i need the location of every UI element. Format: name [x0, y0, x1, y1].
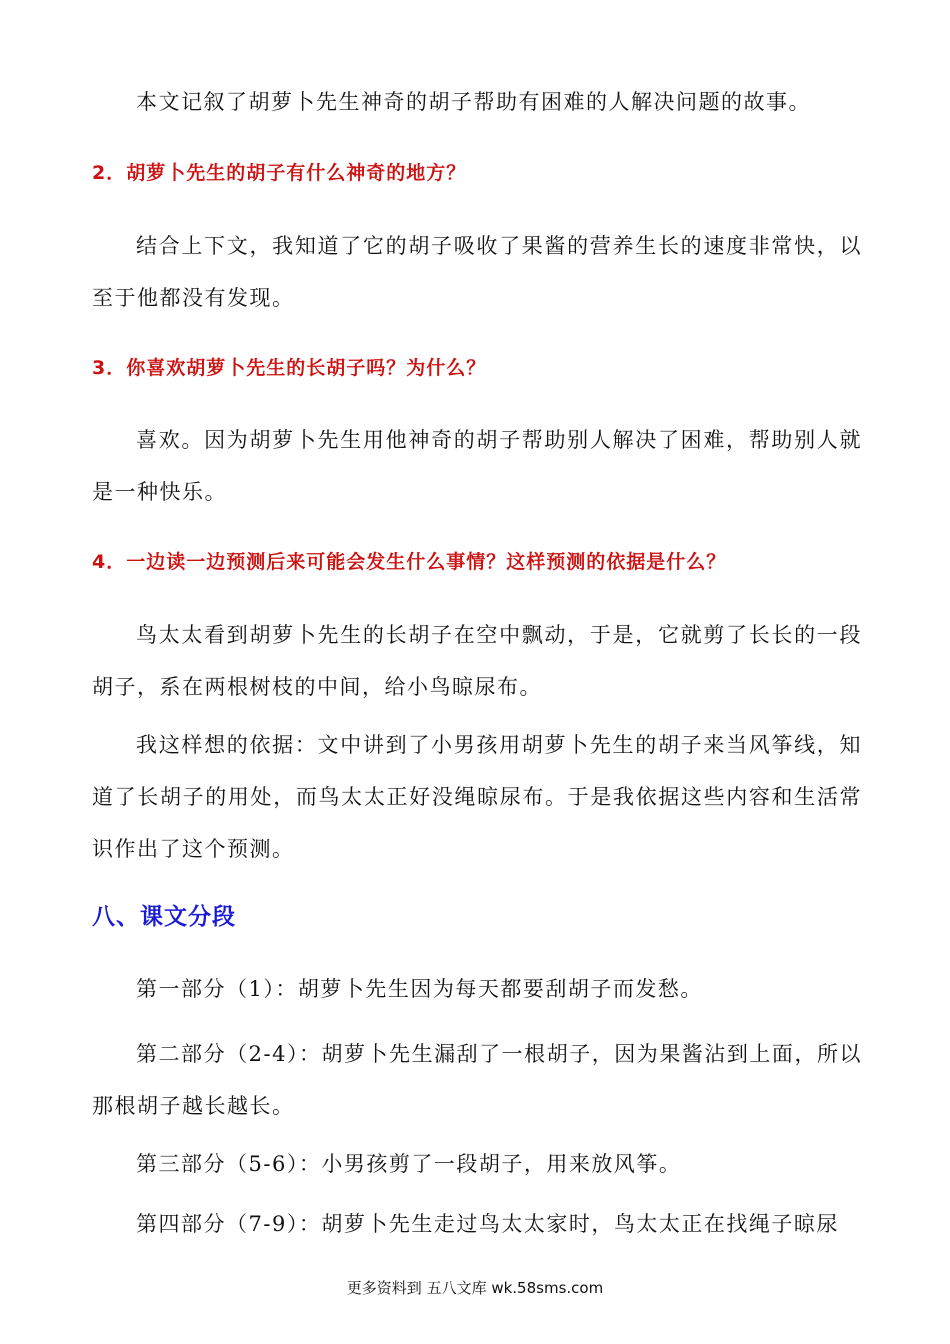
answer-4-paragraph-1: 鸟太太看到胡萝卜先生的长胡子在空中飘动，于是，它就剪了长长的一段胡子，系在两根树枝的中间，给小鸟晾尿布。: [92, 623, 862, 699]
answer-2-paragraph: 结合上下文，我知道了它的胡子吸收了果酱的营养生长的速度非常快，以至于他都没有发现。: [92, 234, 862, 310]
answer-4-paragraph-2: 我这样想的依据：文中讲到了小男孩用胡萝卜先生的胡子来当风筝线，知道了长胡子的用处，而鸟太太正好没绳晾尿布。于是我依据这些内容和生活常识作出了这个预测。: [92, 733, 862, 861]
part-1-paragraph: 第一部分（1）：胡萝卜先生因为每天都要刮胡子而发愁。: [136, 977, 703, 1001]
summary-paragraph: 本文记叙了胡萝卜先生神奇的胡子帮助有困难的人解决问题的故事。: [136, 90, 811, 114]
question-2: 2．胡萝卜先生的胡子有什么神奇的地方？: [92, 162, 467, 184]
part-2-paragraph: 第二部分（2-4）：胡萝卜先生漏刮了一根胡子，因为果酱沾到上面，所以那根胡子越长越长。: [92, 1042, 862, 1118]
question-4: 4．一边读一边预测后来可能会发生什么事情？这样预测的依据是什么？: [92, 551, 727, 573]
part-3-paragraph: 第三部分（5-6）：小男孩剪了一段胡子，用来放风筝。: [136, 1152, 682, 1176]
answer-3-paragraph: 喜欢。因为胡萝卜先生用他神奇的胡子帮助别人解决了困难，帮助别人就是一种快乐。: [92, 428, 862, 504]
section-heading-8: 八、课文分段: [92, 904, 236, 930]
question-3: 3．你喜欢胡萝卜先生的长胡子吗？为什么？: [92, 357, 487, 379]
part-4-paragraph: 第四部分（7-9）：胡萝卜先生走过鸟太太家时，鸟太太正在找绳子晾尿: [136, 1212, 839, 1236]
footer-watermark-text: 更多资料到 五八文库 wk.58sms.com: [346, 1279, 604, 1297]
